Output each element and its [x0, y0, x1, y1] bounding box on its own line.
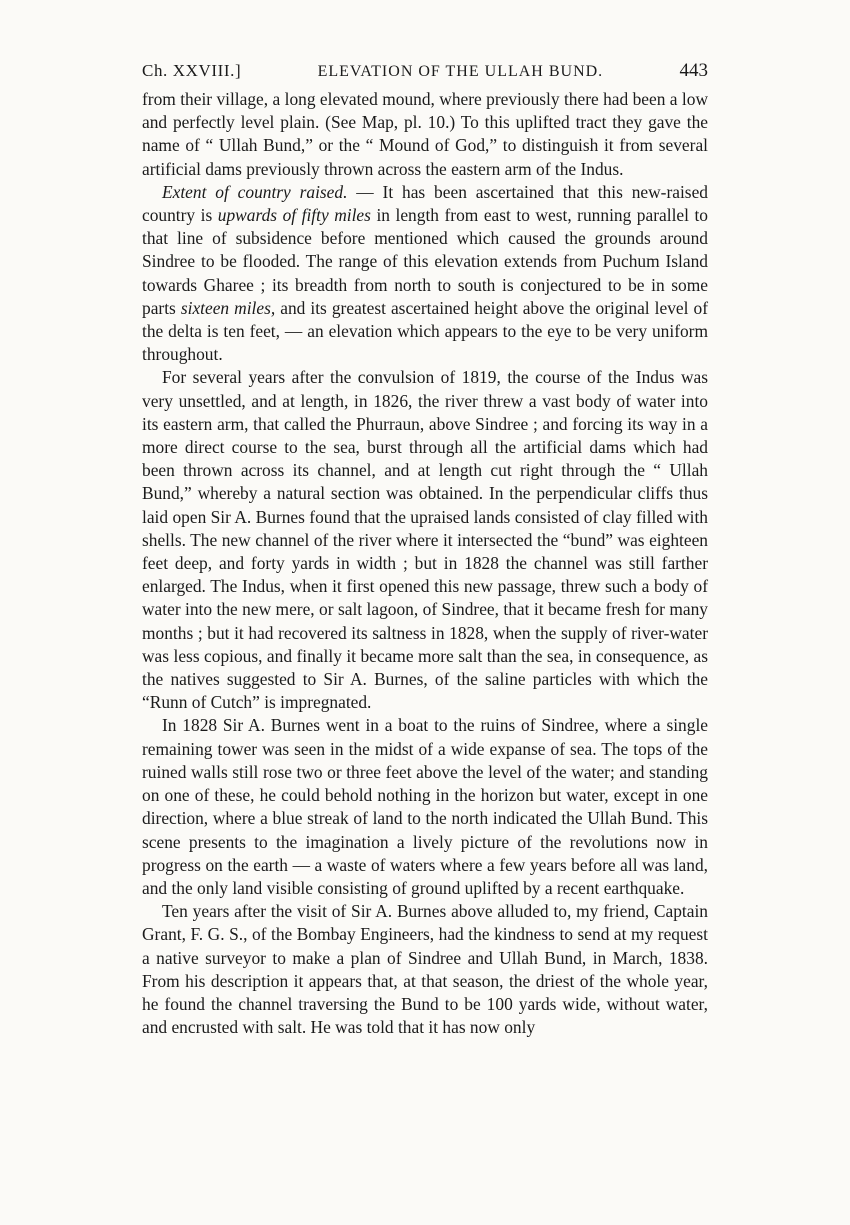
chapter-reference: Ch. XXVIII.] [142, 61, 242, 80]
emphasis: upwards of fifty miles [217, 205, 371, 226]
book-page [142, 60, 708, 1039]
paragraph: Ten years after the visit of Sir A. Burnes above alluded to, my friend, Captain Grant, F. G. S., of the Bombay Engineers, had the kindness to send at my request a native surveyor to make a plan of Sindree and Ullah Bund, in March, 1838. From his description it appears that, at that season, the driest of the whole year, he found the channel traversing the Bund to be 100 yards wide, without water, and encrusted with salt. He was told that it has now only [142, 901, 708, 1038]
paragraph: In 1828 Sir A. Burnes went in a boat to the ruins of Sindree, where a single remaining tower was seen in the midst of a wide expanse of sea. The tops of the ruined walls still rose two or three feet above the level of the water; and standing on one of these, he could behold nothing in the horizon but water, except in one direction, where a blue streak of land to the north indicated the Ullah Bund. This scene presents to the imagination a lively picture of the revolutions now in progress on the earth — a waste of waters where a few years before all was land, and the only land visible consisting of ground uplifted by a recent earthquake. [142, 715, 708, 898]
running-head [142, 60, 708, 82]
emphasis: sixteen miles, [180, 297, 276, 318]
running-title: ELEVATION OF THE ULLAH BUND. [317, 63, 604, 80]
body-text [142, 88, 708, 1039]
paragraph-text: in length from east to west, running parallel to that line of subsidence before mentioned which caused the grounds around Sindree to be flooded. The range of this elevation extends from Puchum Island towards Gharee ; its breadth from north to south is conjectured to be in some parts [142, 205, 709, 318]
paragraph: For several years after the convulsion of 1819, the course of the Indus was very unsettled, and at length, in 1826, the river threw a vast body of water into its eastern arm, that called the Phurraun, above Sindree ; and forcing its way in a more direct course to the sea, burst through all the artificial dams which had been thrown across its channel, and at length cut right through the “ Ullah Bund,” whereby a natural section was obtained. In the perpendicular cliffs thus laid open Sir A. Burnes found that the upraised lands consisted of clay filled with shells. The new channel of the river where it intersected the “bund” was eighteen feet deep, and forty yards in width ; but in 1828 the channel was still farther enlarged. The Indus, when it first opened this new passage, threw such a body of water into the new mere, or salt lagoon, of Sindree, that it became fresh for many months ; but it had recovered its saltness in 1828, when the supply of river-water was less copious, and finally it became more salt than the sea, in consequence, as the natives suggested to Sir A. Burnes, of the saline particles with which the “Runn of Cutch” is impregnated. [142, 367, 708, 713]
page-number: 443 [679, 60, 708, 81]
paragraph [142, 181, 708, 367]
paragraph-text: and its greatest ascertained height above the original level of the delta is ten feet, — an elevation which appears to the eye to be very uniform throughout. [142, 297, 708, 365]
side-heading: Extent of country raised. [162, 181, 348, 202]
paragraph: from their village, a long elevated mound, where previously there had been a low and perfectly level plain. (See Map, pl. 10.) To this uplifted tract they gave the name of “ Ullah Bund,” or the “ Mound of God,” to distinguish it from several artificial dams previously thrown across the eastern arm of the Indus. [142, 89, 708, 179]
paragraph-text: — It has been ascertained that this new-raised country is [142, 181, 708, 226]
